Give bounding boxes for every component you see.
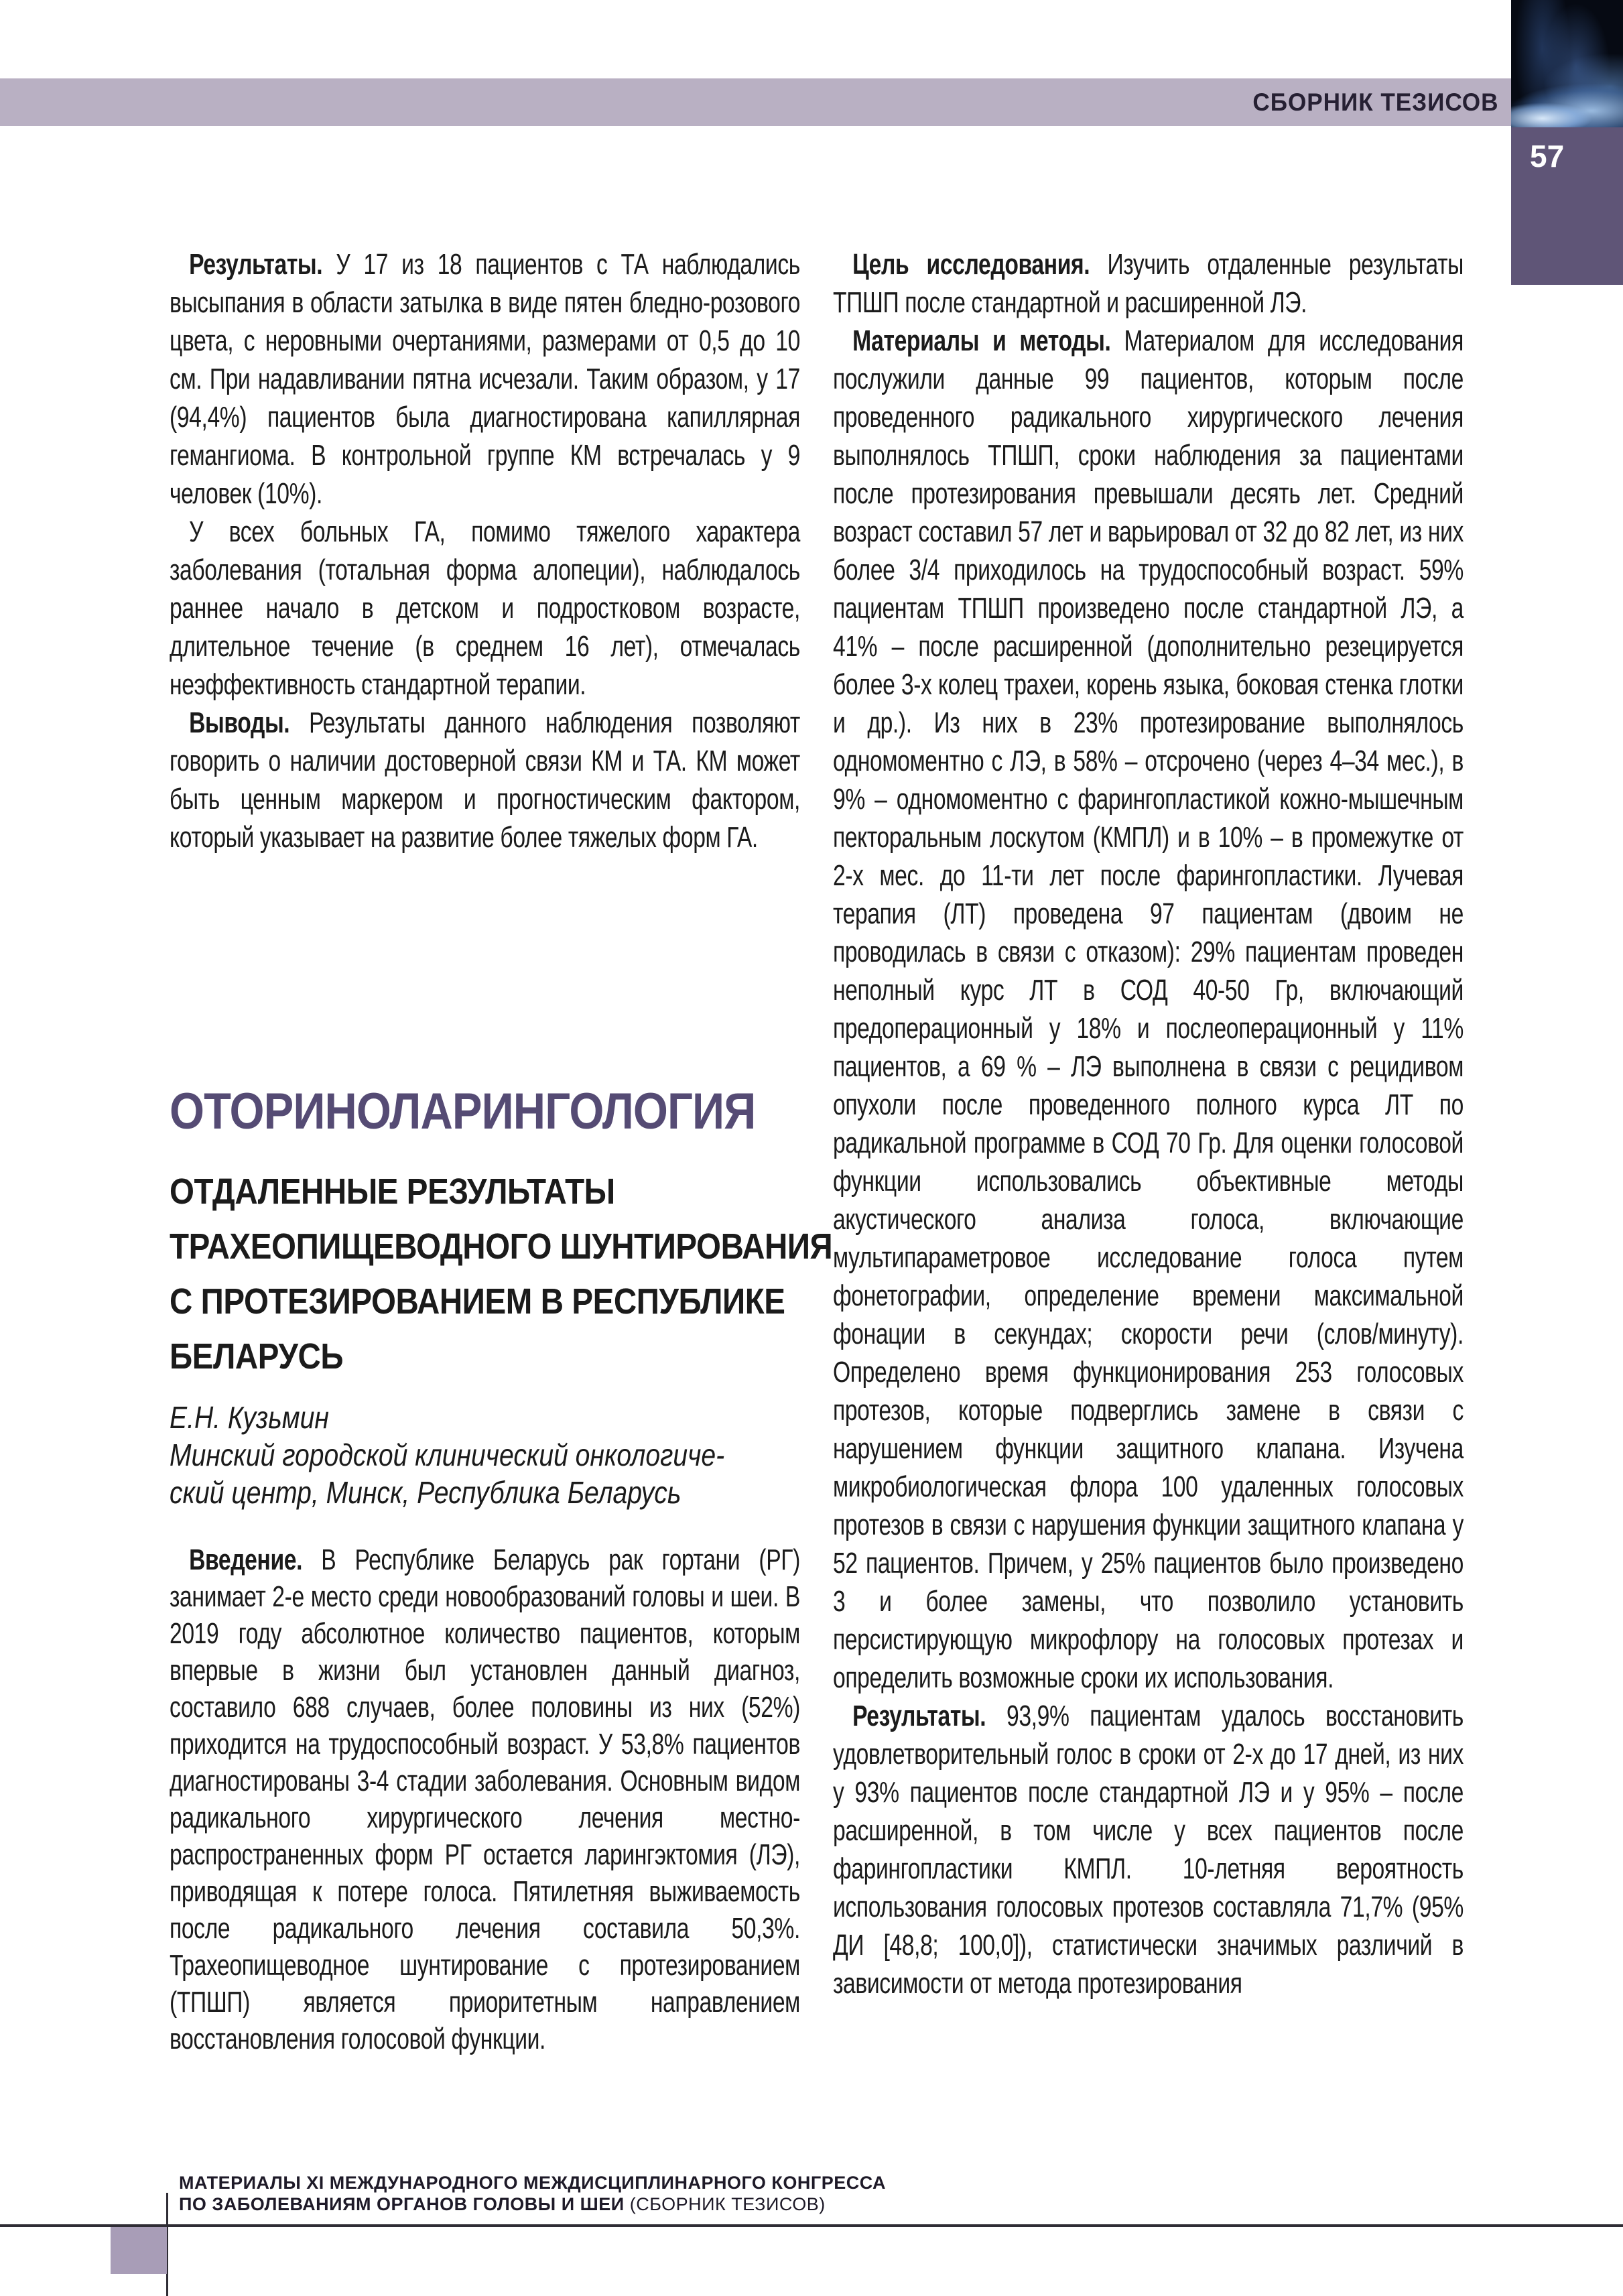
right-column [833, 0, 1465, 2296]
paragraph-text: 93,9% пациентам удалось восстановить удовлетворительный голос в сроки от 2-х до 17 дней, из них у 93% пациентов после стандартной ЛЭ и у 95% – после расширенной, в том числе у всех пациентов после фарингопластики КМПЛ. 10-летняя вероятность использования голосовых протезов составляла 71,7% (95% ДИ [48,8; 100,0]), статистически значимых различий в зависимости от метода протезирования [833, 1700, 1464, 2000]
article-title-line: ТРАХЕОПИЩЕВОДНОГО ШУНТИРОВАНИЯ [170, 1226, 833, 1267]
intro-paragraph-block [170, 1541, 800, 2057]
paragraph [170, 245, 800, 513]
footer-congress-line2-regular: (СБОРНИК ТЕЗИСОВ) [629, 2194, 826, 2214]
article-affiliation-line: ский центр, Минск, Республика Беларусь [170, 1475, 681, 1510]
left-column-text [170, 245, 800, 856]
page-number-badge [1511, 127, 1623, 285]
paragraph-text: У 17 из 18 пациентов с ТА наблюдались высыпания в области затылка в виде пятен бледно-розового цвета, с неровными очертаниями, размерами от 0,5 до 10 см. При надавливании пятна исчезали. Таким образом, у 17 (94,4%) пациентов была диагностирована капиллярная гемангиома. В контрольной группе КМ встречалась у 9 человек (10%). [170, 248, 800, 510]
paragraph-lead: Цель исследования. [852, 248, 1090, 281]
footer-congress-line1: МАТЕРИАЛЫ XI МЕЖДУНАРОДНОГО МЕЖДИСЦИПЛИНАРНОГО КОНГРЕССА [179, 2173, 887, 2193]
paragraph-text: Материалом для исследования послужили данные 99 пациентов, которым после проведенного радикального хирургического лечения выполнялось ТПШП, сроки наблюдения за пациентами после протезирования превышали десять лет. Средний возраст составил 57 лет и варьировал от 32 до 82 лет, из них более 3/4 приходилось на трудоспособный возраст. 59% пациентам ТПШП произведено после стандартной ЛЭ, а 41% – после расширенной (дополнительно резецируется более 3-х колец трахеи, корень языка, боковая стенка глотки и др.). Из них в 23% протезирование выполнялось одномоментно с ЛЭ, в 58% – отсрочено (через 4–34 мес.), в 9% – одномоментно с фарингопластикой кожно-мышечным пекторальным лоскутом (КМПЛ) и в 10% – в промежутке от 2-х мес. до 11-ти лет после фарингопластики. Лучевая терапия (ЛТ) проведена 97 пациентам (двоим не проводилась в связи с отказом): 29% пациентам проведен неполный курс ЛТ в СОД 40-50 Гр, включающий предоперационный у 18% и послеоперационный у 11% пациентов, а 69 % – ЛЭ выполнена в связи с рецидивом опухоли после проведенного полного курса ЛТ по радикальной программе в СОД 70 Гр. Для оценки голосовой функции использовались объективные методы акустического анализа голоса, включающие мультипараметровое исследование голоса путем фонетографии, определение времени максимальной фонации в секундах; скорости речи (слов/минуту). Определено время функционирования 253 голосовых протезов, которые подверглись замене в связи с нарушением функции защитного клапана. Изучена микробиологическая флора 100 удаленных голосовых протезов в связи с нарушения функции защитного клапана у 52 пациентов. Причем, у 25% пациентов было произведено 3 и более замены, что позволило установить персистирующую микрофлору на голосовых протезах и определить возможные сроки их использования. [833, 324, 1464, 1694]
header-banner-title: СБОРНИК ТЕЗИСОВ [1252, 88, 1499, 116]
article-title-line: ОТДАЛЕННЫЕ РЕЗУЛЬТАТЫ [170, 1171, 615, 1212]
footer-congress-line2 [179, 2194, 826, 2215]
paragraph-text: Результаты данного наблюдения позволяют говорить о наличии достоверной связи КМ и ТА. КМ может быть ценным маркером и прогностическим фактором, который указывает на развитие более тяжелых форм ГА. [170, 706, 800, 854]
paragraph-lead: Результаты. [852, 1700, 986, 1732]
section-heading: ОТОРИНОЛАРИНГОЛОГИЯ [170, 1083, 756, 1140]
right-column-text [833, 245, 1464, 2002]
paragraph [833, 322, 1464, 1697]
paragraph [833, 245, 1464, 322]
article-title [170, 1164, 832, 1384]
footer-corner-square [111, 2227, 167, 2274]
paragraph [833, 1697, 1464, 2002]
paragraph [170, 704, 800, 856]
paragraph-lead: Результаты. [189, 248, 323, 281]
abstract-smoke-image [1511, 0, 1623, 127]
article-author: Е.Н. Кузьмин [170, 1400, 329, 1435]
paragraph [170, 513, 800, 704]
paragraph-text: У всех больных ГА, помимо тяжелого характера заболевания (тотальная форма алопеции), наблюдалось раннее начало в детском и подростковом возрасте, длительное течение (в среднем 16 лет), отмечалась неэффективность стандартной терапии. [170, 515, 800, 701]
article-affiliation-line: Минский городской клинический онкологиче- [170, 1438, 725, 1472]
article-title-line: С ПРОТЕЗИРОВАНИЕМ В РЕСПУБЛИКЕ [170, 1281, 785, 1322]
footer-congress-line2-bold: ПО ЗАБОЛЕВАНИЯМ ОРГАНОВ ГОЛОВЫ И ШЕИ [179, 2194, 625, 2214]
article-byline [170, 1399, 724, 1511]
article-affiliation [170, 1436, 724, 1511]
article-title-line: БЕЛАРУСЬ [170, 1336, 344, 1377]
footer-horizontal-rule [0, 2224, 1623, 2227]
paragraph [170, 1541, 800, 2057]
paragraph-lead: Выводы. [189, 706, 290, 739]
paragraph-text: В Республике Беларусь рак гортани (РГ) занимает 2-е место среди новообразований головы и шеи. В 2019 году абсолютное количество пациентов, которым впервые в жизни был установлен данный диагноз, составило 688 случаев, более половины из них (52%) приходится на трудоспособный возраст. У 53,8% пациентов диагностированы 3-4 стадии заболевания. Основным видом радикального хирургического лечения местно-распространенных форм РГ остается ларингэктомия (ЛЭ), приводящая к потере голоса. Пятилетняя выживаемость после радикального лечения составила 50,3%. Трахеопищеводное шунтирование с протезированием (ТПШП) является приоритетным направлением восстановления голосовой функции. [170, 1543, 800, 2055]
paragraph-text: Изучить отдаленные результаты ТПШП после стандартной и расширенной ЛЭ. [833, 248, 1464, 319]
page-number: 57 [1530, 139, 1565, 174]
paragraph-lead: Материалы и методы. [852, 324, 1111, 357]
left-column [170, 0, 833, 2296]
paragraph-lead: Введение. [189, 1543, 303, 1576]
